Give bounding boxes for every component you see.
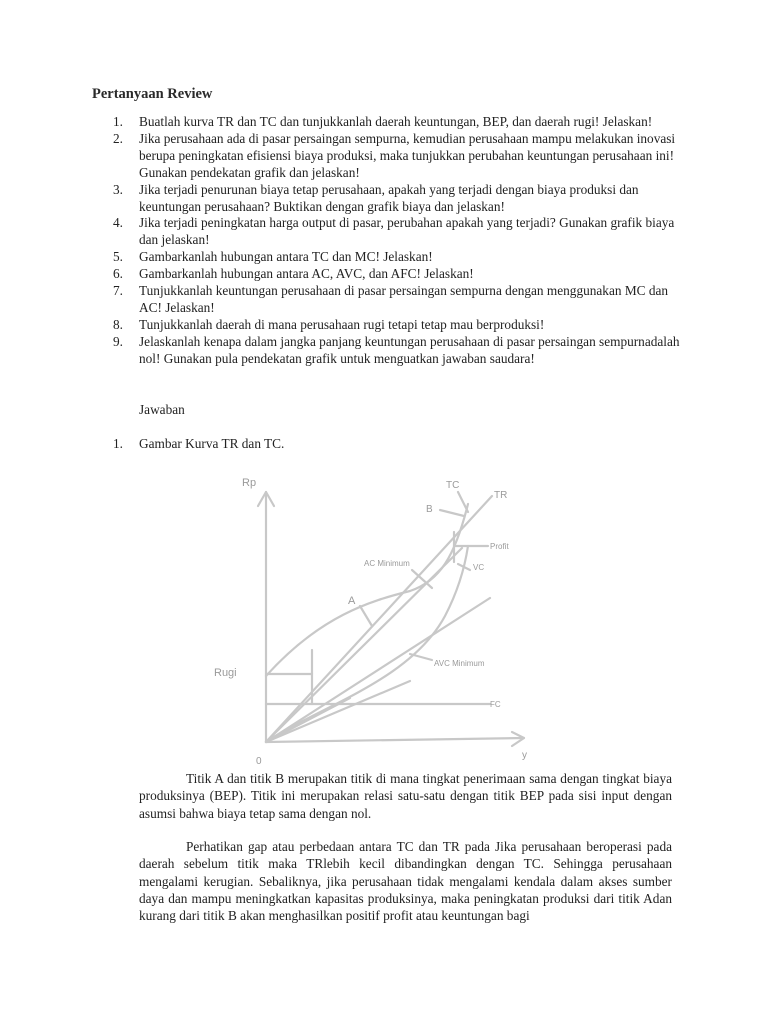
b-pointer	[440, 510, 464, 516]
profit-label: Profit	[490, 542, 509, 551]
a-label: A	[348, 595, 356, 607]
question-item: 2. Jika perusahaan ada di pasar persaingan sempurna, kemudian perusahaan mampu melakukan inovasi berupa peningkatan efisiensi biaya produksi, maka tunjukkan perubahan keuntungan perusahaan ini! Gunakan pendekatan grafik dan jelaskan!	[113, 130, 676, 180]
avc-min-label: AVC Minimum	[434, 659, 485, 668]
tr-tc-diagram	[200, 466, 540, 766]
question-item: 9. Jelaskanlah kenapa dalam jangka panjang keuntungan perusahaan di pasar persaingan sempurnadalah nol! Gunakan pula pendekatan grafik untuk menguatkan jawaban saudara!	[113, 333, 680, 366]
tc-pointer	[458, 492, 468, 512]
question-item: 8. Tunjukkanlah daerah di mana perusahaan rugi tetapi tetap mau berproduksi!	[113, 316, 545, 332]
a-pointer	[360, 606, 372, 626]
x-axis-label: y	[522, 750, 527, 761]
avc-min-pointer	[410, 654, 432, 660]
ac-min-label: AC Minimum	[364, 559, 410, 568]
paragraph-gap: Perhatikan gap atau perbedaan antara TC dan TR pada Jika perusahaan beroperasi pada daerah sebelum titik maka TRlebih kecil dibandingkan dengan TC. Sehingga perusahaan mengalami kerugian. Sebaliknya, jika perusahaan tidak mengalami kendala dalam akses sumber daya dan mampu meningkatkan kapasitas produksinya, maka peningkatan produksi dari titik Adan kurang dari titik B akan menghasilkan positif profit atau keuntungan bagi	[139, 839, 672, 924]
ray-1	[266, 681, 410, 742]
question-list	[113, 114, 693, 368]
question-item: 6. Gambarkanlah hubungan antara AC, AVC, dan AFC! Jelaskan!	[113, 266, 474, 282]
question-item: 3. Jika terjadi penurunan biaya tetap perusahaan, apakah yang terjadi dengan biaya produksi dan keuntungan perusahaan? Buktikan dengan grafik biaya dan jelaskan!	[113, 181, 639, 214]
answer-label: Jawaban	[139, 402, 185, 417]
question-item: 1. Buatlah kurva TR dan TC dan tunjukkanlah daerah keuntungan, BEP, dan daerah rugi! Jelaskan!	[113, 114, 653, 129]
x-axis	[266, 738, 524, 742]
b-label: B	[426, 504, 433, 515]
paragraph-bep: Titik A dan titik B merupakan titik di mana tingkat penerimaan sama dengan tingkat biaya produksinya (BEP). Titik ini merupakan relasi satu-satu dengan titik BEP pada sisi input dengan asumsi bahwa biaya tetap sama dengan nol.	[139, 771, 672, 821]
tr-label: TR	[494, 490, 508, 501]
vc-label: VC	[473, 563, 485, 572]
fc-label: FC	[490, 700, 501, 709]
section-heading: Pertanyaan Review	[92, 86, 213, 102]
rugi-label: Rugi	[214, 667, 237, 679]
origin-label: 0	[256, 756, 262, 766]
answer-item: 1. Gambar Kurva TR dan TC.	[113, 436, 285, 451]
tc-label: TC	[446, 480, 460, 491]
y-axis-label: Rp	[242, 477, 257, 489]
question-item: 7. Tunjukkanlah keuntungan perusahaan di pasar persaingan sempurna dengan menggunakan MC dan AC! Jelaskan!	[113, 283, 669, 315]
ac-ray	[266, 548, 462, 742]
question-item: 5. Gambarkanlah hubungan antara TC dan MC! Jelaskan!	[113, 249, 433, 265]
question-item: 4. Jika terjadi peningkatan harga output di pasar, perubahan apakah yang terjadi? Gunakan grafik biaya dan jelaskan!	[113, 215, 675, 248]
tc-curve	[266, 504, 468, 676]
